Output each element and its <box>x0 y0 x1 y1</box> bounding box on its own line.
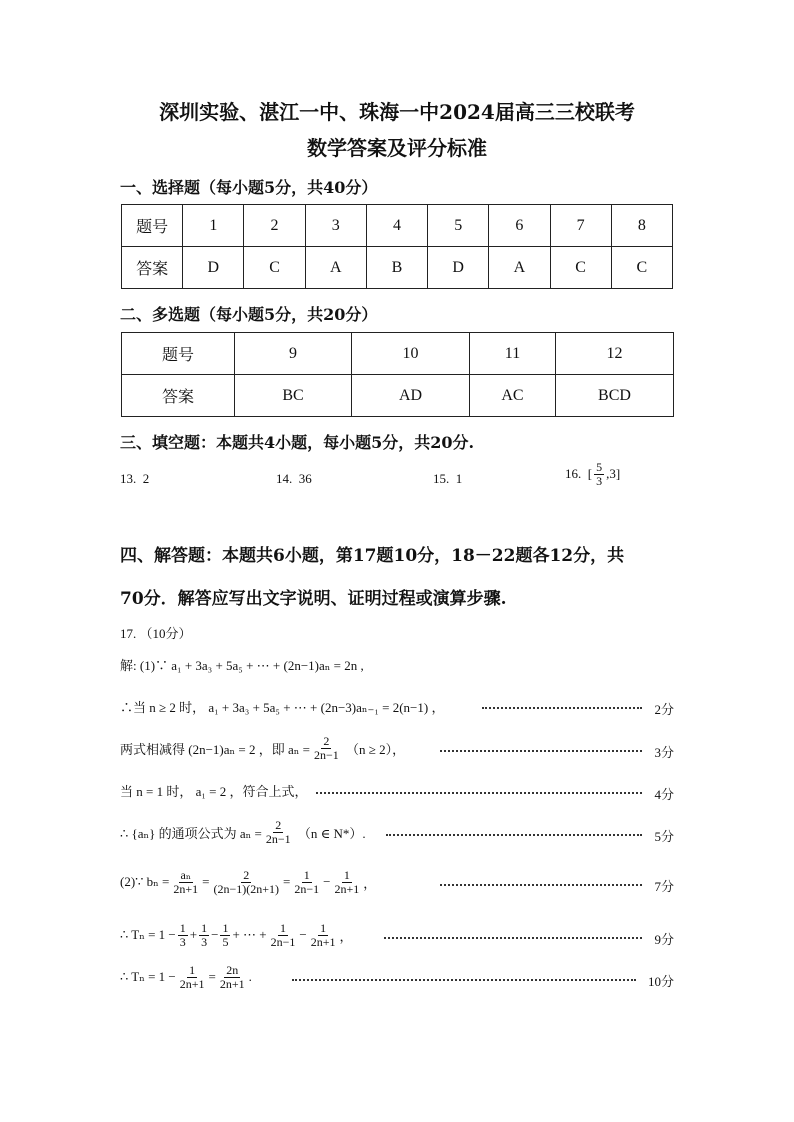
score-mark: 3分 <box>654 745 674 760</box>
page-subtitle: 数学答案及评分标准 <box>307 136 487 160</box>
fraction: $\frac{2}{(2n-1)(2n+1)}$ <box>213 867 280 896</box>
table-cell: 10 <box>352 333 470 375</box>
score-leader <box>440 750 642 752</box>
fill-answer-14: 14. 36 <box>276 471 312 486</box>
score-mark: 2分 <box>654 702 674 717</box>
table-cell: A <box>489 247 550 289</box>
score-leader <box>384 937 642 939</box>
score-leader <box>292 979 636 981</box>
solution-line-7: ∴ Tₙ = 1 − $\frac{1}{3}$ + $\frac{1}{3}$ − $\frac{1}{5}$ + ⋯ + $\frac{1}{2n-1}$ − $\frac{1}{2n+1}$ ， <box>120 920 353 949</box>
fraction: $\frac{\text{aₙ}}{2n+1}$ <box>173 867 199 896</box>
section1-heading: 一、选择题（每小题5分，共40分） <box>120 178 378 197</box>
table-cell: 8 <box>611 205 672 247</box>
fraction: $\frac{1}{2n-1}$ <box>270 920 296 949</box>
section4-heading-cont: 70分．解答应写出文字说明、证明过程或演算步骤. <box>120 589 507 609</box>
fraction: $\frac{2}{2n-1}$ <box>265 817 291 846</box>
table-cell: 7 <box>550 205 611 247</box>
score-leader <box>386 834 642 836</box>
table-cell: 11 <box>470 333 556 375</box>
section2-heading: 二、多选题（每小题5分，共20分） <box>120 305 378 324</box>
section3-heading: 三、填空题：本题共4小题，每小题5分，共20分. <box>120 433 475 452</box>
fraction: $\frac{1}{2n+1}$ <box>310 920 336 949</box>
score-mark: 7分 <box>654 879 674 894</box>
fraction: $\frac{2}{2n-1}$ <box>313 733 339 762</box>
solution-line-3: 两式相减得 (2n−1)aₙ = 2 ，即 aₙ = $\frac{2}{2n-1}$ （n ≥ 2）， <box>120 733 406 762</box>
table-cell: C <box>611 247 672 289</box>
table-cell: 12 <box>556 333 674 375</box>
table-row <box>122 205 673 247</box>
fraction: $\frac{1}{2n+1}$ <box>179 962 205 991</box>
table-cell: D <box>183 247 244 289</box>
score-leader <box>440 884 642 886</box>
fraction: $\frac{2n}{2n+1}$ <box>219 962 245 991</box>
fraction: $\frac{1}{3}$ <box>201 920 208 949</box>
table-cell: C <box>244 247 305 289</box>
problem-17-label: 17. （10分） <box>120 626 192 641</box>
row-label: 题号 <box>122 205 183 247</box>
fraction: $\frac{5}{3}$ <box>596 460 603 488</box>
fill-answer-13: 13. 2 <box>120 471 150 486</box>
table-cell: 5 <box>428 205 489 247</box>
solution-line-1: 解: (1)∵ a₁ + 3a₃ + 5a₅ + ⋯ + (2n−1)aₙ = 2n , <box>120 657 364 673</box>
fraction: $\frac{1}{3}$ <box>179 920 186 949</box>
row-label: 题号 <box>122 333 235 375</box>
fill-answer-16: 16. [ $\frac{5}{3}$ ,3] <box>565 460 621 488</box>
score-mark: 10分 <box>647 974 674 989</box>
section4-heading: 四、解答题：本题共6小题，第17题10分，18－22题各12分，共 <box>120 546 625 566</box>
fill-answer-15: 15. 1 <box>433 471 463 486</box>
solution-line-2: ∴当 n ≥ 2 时， a₁ + 3a₃ + 5a₅ + ⋯ + (2n−3)aₙ₋₁ = 2(n−1) ， <box>120 699 445 715</box>
table-cell: AC <box>470 375 556 417</box>
table-cell: 1 <box>183 205 244 247</box>
row-label: 答案 <box>122 247 183 289</box>
table-cell: AD <box>352 375 470 417</box>
table-cell: B <box>366 247 427 289</box>
solution-line-5: ∴ {aₙ} 的通项公式为 aₙ = $\frac{2}{2n-1}$ （n ∈ N*）. <box>120 817 366 846</box>
solution-line-6: (2)∵ bₙ = $\frac{\text{aₙ}}{2n+1}$ = $\frac{2}{(2n-1)(2n+1)}$ = $\frac{1}{2n-1}$ − $\frac{1}{2n+1}$ ， <box>120 867 377 896</box>
table-row <box>122 333 674 375</box>
choice-answer-table <box>121 204 673 289</box>
table-cell: D <box>428 247 489 289</box>
solution-line-4: 当 n = 1 时， a₁ = 2 ，符合上式， <box>120 783 308 799</box>
score-mark: 5分 <box>654 829 674 844</box>
table-cell: 9 <box>235 333 352 375</box>
row-label: 答案 <box>122 375 235 417</box>
table-cell: 4 <box>366 205 427 247</box>
page-title: 深圳实验、湛江一中、珠海一中2024届高三三校联考 <box>159 100 635 124</box>
score-leader <box>482 707 642 709</box>
score-mark: 4分 <box>654 787 674 802</box>
score-leader <box>316 792 642 794</box>
table-row <box>122 247 673 289</box>
score-mark: 9分 <box>654 932 674 947</box>
table-cell: A <box>305 247 366 289</box>
table-cell: 2 <box>244 205 305 247</box>
solution-line-8: ∴ Tₙ = 1 − $\frac{1}{2n+1}$ = $\frac{2n}{2n+1}$ . <box>120 962 252 991</box>
fraction: $\frac{1}{2n-1}$ <box>294 867 320 896</box>
fraction: $\frac{1}{5}$ <box>222 920 229 949</box>
table-cell: 6 <box>489 205 550 247</box>
table-row <box>122 375 674 417</box>
table-cell: BCD <box>556 375 674 417</box>
table-cell: C <box>550 247 611 289</box>
table-cell: 3 <box>305 205 366 247</box>
multi-choice-answer-table <box>121 332 674 417</box>
table-cell: BC <box>235 375 352 417</box>
fraction: $\frac{1}{2n+1}$ <box>334 867 360 896</box>
